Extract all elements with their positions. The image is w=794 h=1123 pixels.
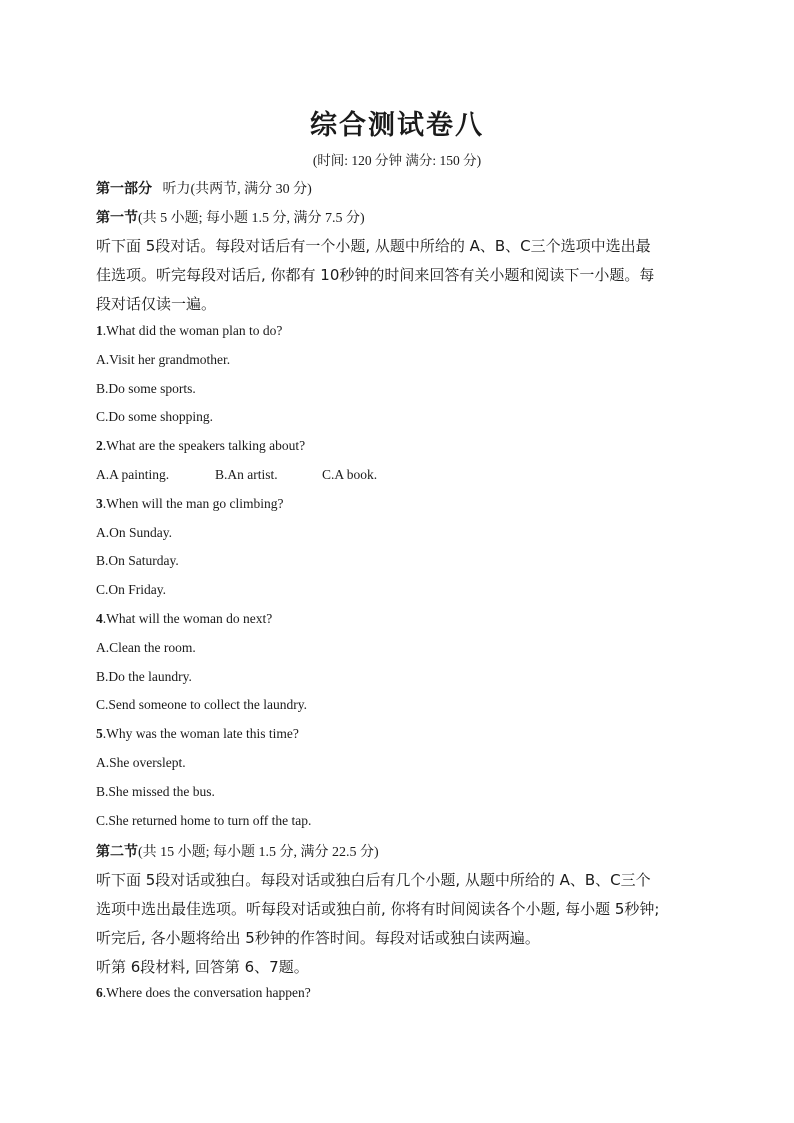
question-1: [96, 323, 282, 339]
question-6: [96, 985, 311, 1001]
question-number: 5: [96, 726, 103, 741]
option-b: B.On Saturday.: [96, 553, 179, 568]
option-c: C.Do some shopping.: [96, 409, 214, 424]
question-text: .Why was the woman late this time?: [102, 726, 299, 741]
section2-text: (共 15 小题; 每小题 1.5 分, 满分 22.5 分): [138, 845, 379, 860]
question-5: [96, 726, 299, 742]
question-3: [96, 496, 283, 512]
option-c: C.A book.: [322, 467, 378, 482]
section2-instruction-line: 听下面 5段对话或独白。每段对话或独白后有几个小题, 从题中所给的 A、B、C三个: [96, 871, 651, 889]
option-a: A.A painting.: [96, 467, 170, 482]
question-number: 2: [96, 438, 103, 453]
part1-text: 听力(共两节, 满分 30 分): [162, 182, 312, 197]
question-number: 6: [96, 985, 103, 1000]
section1-instruction-line: 听下面 5段对话。每段对话后有一个小题, 从题中所给的 A、B、C三个选项中选出最: [96, 237, 651, 255]
question-2: [96, 438, 305, 454]
option-a: A.On Sunday.: [96, 525, 172, 540]
option-b: B.Do some sports.: [96, 381, 196, 396]
question-4: [96, 611, 272, 627]
option-b: B.She missed the bus.: [96, 784, 215, 799]
option-c: C.On Friday.: [96, 582, 166, 597]
question-number: 4: [96, 611, 103, 626]
question-number: 1: [96, 323, 103, 338]
section1-text: (共 5 小题; 每小题 1.5 分, 满分 7.5 分): [138, 211, 365, 226]
option-b: B.Do the laundry.: [96, 669, 192, 684]
question-number: 3: [96, 496, 103, 511]
section1-heading: [96, 207, 365, 227]
page-title: 综合测试卷八: [310, 110, 484, 141]
section1-instruction-line: 佳选项。听完每段对话后, 你都有 10秒钟的时间来回答有关小题和阅读下一小题。每: [96, 266, 655, 284]
section1-instruction-line: 段对话仅读一遍。: [96, 295, 217, 313]
question-text: .Where does the conversation happen?: [102, 985, 311, 1000]
option-b: B.An artist.: [215, 467, 278, 482]
option-a: A.Clean the room.: [96, 640, 196, 655]
time-and-score: (时间: 120 分钟 满分: 150 分): [312, 153, 482, 168]
material-note: 听第 6段材料, 回答第 6、7题。: [96, 958, 309, 976]
option-a: A.Visit her grandmother.: [96, 352, 231, 367]
question-text: .When will the man go climbing?: [102, 496, 284, 511]
question-text: .What will the woman do next?: [102, 611, 273, 626]
section2-instruction-line: 选项中选出最佳选项。听每段对话或独白前, 你将有时间阅读各个小题, 每小题 5秒钟;: [96, 900, 660, 918]
section2-heading: [96, 841, 379, 861]
options-row: [96, 467, 377, 483]
section2-instruction-line: 听完后, 各小题将给出 5秒钟的作答时间。每段对话或独白读两遍。: [96, 929, 540, 947]
question-text: .What did the woman plan to do?: [102, 323, 283, 338]
part1-heading: [96, 178, 312, 198]
question-text: .What are the speakers talking about?: [102, 438, 306, 453]
section1-label: 第一节: [96, 210, 138, 226]
option-c: C.Send someone to collect the laundry.: [96, 697, 307, 712]
option-c: C.She returned home to turn off the tap.: [96, 813, 312, 828]
part1-label: 第一部分: [96, 181, 152, 197]
option-a: A.She overslept.: [96, 755, 186, 770]
section2-label: 第二节: [96, 844, 138, 860]
